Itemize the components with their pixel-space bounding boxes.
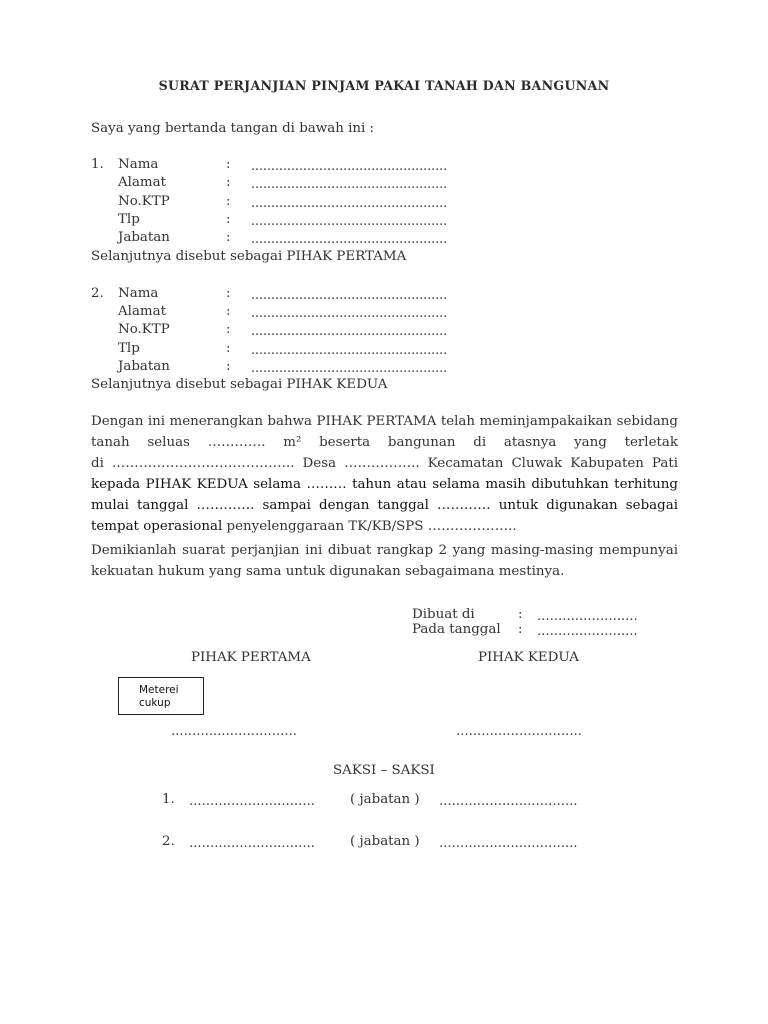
party-two-ktp-label: No.KTP [118,322,170,337]
party-one-address-label: Alamat [118,175,166,190]
party-two-ktp-colon: : [226,322,231,337]
party-two-address-field[interactable]: ................................................. [251,305,448,320]
party-two-address-label: Alamat [118,304,166,319]
witnesses-heading: SAKSI – SAKSI [333,763,435,778]
second-party-heading: PIHAK KEDUA [478,650,579,665]
agreement-line-emphasis: tempat operasional [91,519,223,534]
intro-text: Saya yang bertanda tangan di bawah ini : [91,121,375,136]
stamp-label: Meterei [139,684,179,696]
party-one-position-label: Jabatan [118,230,170,245]
agreement-line: penyelenggaraan TK/KB/SPS ……………….. [222,519,517,534]
place-label: Dibuat di [412,607,475,622]
place-field[interactable]: …………………… [537,608,638,623]
party-one-ktp-field[interactable]: ................................................. [251,195,448,210]
party-two-phone-colon: : [226,341,231,356]
witness-signature-field[interactable]: …………………………… [439,793,578,808]
witness-name-field[interactable]: ………………………… [189,835,315,850]
party-one-designation: Selanjutnya disebut sebagai PIHAK PERTAMA [91,249,407,264]
party-two-number: 2. [91,286,104,301]
party-one-ktp-colon: : [226,194,231,209]
party-one-name-field[interactable]: ................................................. [251,158,448,173]
agreement-line: di ………………………………….. Desa …………….. Kecamatan Cluwak Kabupaten Pati [91,456,678,471]
closing-line: Demikianlah suarat perjanjian ini dibuat rangkap 2 yang masing-masing mempunyai [91,543,678,558]
second-party-signature-line[interactable]: ………………………… [456,723,582,738]
party-two-name-label: Nama [118,286,159,301]
party-two-address-colon: : [226,304,231,319]
party-two-position-colon: : [226,359,231,374]
party-one-name-colon: : [226,157,231,172]
witness-name-field[interactable]: ………………………… [189,793,315,808]
witness-number: 1. [162,792,175,807]
date-colon: : [518,622,523,637]
party-two-phone-field[interactable]: ................................................. [251,342,448,357]
first-party-signature-line[interactable]: ………………………… [171,723,297,738]
party-two-designation: Selanjutnya disebut sebagai PIHAK KEDUA [91,377,388,392]
party-one-address-colon: : [226,175,231,190]
party-two-phone-label: Tlp [118,341,140,356]
party-one-phone-colon: : [226,212,231,227]
date-label: Pada tanggal [412,622,501,637]
agreement-line: tanah seluas …………. m² beserta bangunan di atasnya yang terletak [91,435,678,450]
place-colon: : [518,607,523,622]
witness-number: 2. [162,834,175,849]
agreement-paragraph [91,411,678,537]
party-one-address-field[interactable]: ................................................. [251,176,448,191]
party-one-name-label: Nama [118,157,159,172]
agreement-line: Dengan ini menerangkan bahwa PIHAK PERTAMA telah meminjampakaikan sebidang [91,414,678,429]
party-two-name-field[interactable]: ................................................. [251,287,448,302]
agreement-line: kepada PIHAK KEDUA selama ……… tahun atau selama masih dibutuhkan terhitung [91,477,678,492]
closing-line: kekuatan hukum yang sama untuk digunakan sebagaimana mestinya. [91,564,565,579]
date-field[interactable]: …………………… [537,623,638,638]
party-one-position-colon: : [226,230,231,245]
first-party-heading: PIHAK PERTAMA [191,650,311,665]
revenue-stamp-box [118,677,204,715]
party-two-name-colon: : [226,286,231,301]
agreement-line: mulai tanggal …………. sampai dengan tanggal ………… untuk digunakan sebagai [91,498,678,513]
party-one-phone-label: Tlp [118,212,140,227]
witness-signature-field[interactable]: …………………………… [439,835,578,850]
party-two-position-field[interactable]: ................................................. [251,360,448,375]
document-title: SURAT PERJANJIAN PINJAM PAKAI TANAH DAN BANGUNAN [158,78,610,93]
party-two-position-label: Jabatan [118,359,170,374]
witness-role: ( jabatan ) [350,834,420,849]
party-two-ktp-field[interactable]: ................................................. [251,323,448,338]
party-one-number: 1. [91,157,104,172]
party-one-ktp-label: No.KTP [118,194,170,209]
party-one-phone-field[interactable]: ................................................. [251,213,448,228]
witness-role: ( jabatan ) [350,792,420,807]
party-one-position-field[interactable]: ................................................. [251,231,448,246]
stamp-label: cukup [139,697,171,709]
closing-paragraph [91,540,678,582]
